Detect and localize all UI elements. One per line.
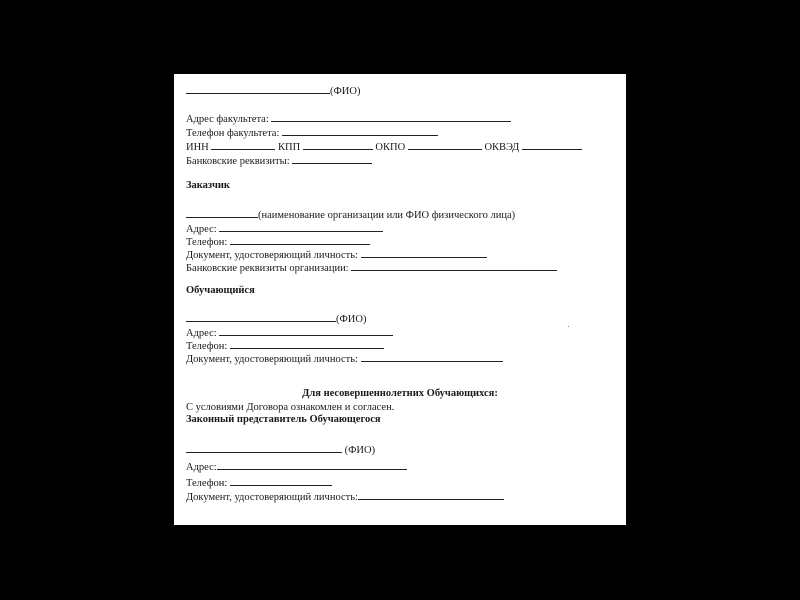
representative-document-label: Документ, удостоверяющий личность:: [186, 492, 358, 503]
student-address-label: Адрес:: [186, 328, 217, 339]
student-address-blank[interactable]: [219, 326, 393, 336]
representative-address-line: [186, 460, 407, 474]
faculty-fio-line: [186, 84, 360, 98]
faculty-okpo-blank[interactable]: [408, 140, 482, 150]
faculty-phone-blank[interactable]: [282, 126, 438, 136]
faculty-phone-line: [186, 126, 438, 140]
student-heading: Обучающийся: [186, 285, 255, 296]
representative-heading: Законный представитель Обучающегося: [186, 414, 381, 425]
customer-name-blank[interactable]: [186, 208, 258, 218]
faculty-inn-label: ИНН: [186, 142, 209, 153]
customer-heading: Заказчик: [186, 180, 230, 191]
representative-phone-label: Телефон:: [186, 478, 228, 489]
minors-heading: Для несовершеннолетних Обучающихся:: [302, 388, 498, 399]
student-document-line: [186, 352, 503, 366]
faculty-okpo-label: ОКПО: [375, 142, 406, 153]
representative-fio-line: [186, 443, 375, 457]
faculty-fio-blank[interactable]: [186, 84, 330, 94]
faculty-address-label: Адрес факультета:: [186, 114, 269, 125]
customer-document-label: Документ, удостоверяющий личность:: [186, 250, 358, 261]
faculty-fio-label: (ФИО): [330, 86, 361, 97]
customer-bank-blank[interactable]: [351, 261, 557, 271]
representative-document-blank[interactable]: [358, 490, 504, 500]
customer-document-blank[interactable]: [361, 248, 487, 258]
faculty-codes-line: [186, 140, 582, 154]
student-phone-label: Телефон:: [186, 341, 228, 352]
faculty-phone-label: Телефон факультета:: [186, 128, 280, 139]
customer-name-line: [186, 208, 515, 222]
student-document-label: Документ, удостоверяющий личность:: [186, 354, 358, 365]
customer-address-line: [186, 222, 383, 236]
representative-document-line: [186, 490, 504, 504]
student-fio-blank[interactable]: [186, 312, 336, 322]
faculty-bank-line: [186, 154, 372, 168]
scan-speck: [568, 326, 569, 327]
document-page: [174, 74, 626, 525]
student-fio-label: (ФИО): [336, 314, 367, 325]
representative-phone-line: [186, 476, 332, 490]
faculty-kpp-blank[interactable]: [303, 140, 373, 150]
faculty-bank-blank[interactable]: [292, 154, 372, 164]
faculty-address-line: [186, 112, 511, 126]
faculty-inn-blank[interactable]: [211, 140, 275, 150]
customer-name-label: (наименование организации или ФИО физического лица): [258, 210, 516, 221]
customer-phone-line: [186, 235, 370, 249]
minors-agreement-text: С условиями Договора ознакомлен и согласен.: [186, 402, 395, 413]
student-fio-line: [186, 312, 366, 326]
representative-address-blank[interactable]: [217, 460, 407, 470]
representative-address-label: Адрес:: [186, 462, 217, 473]
representative-phone-blank[interactable]: [230, 476, 332, 486]
customer-bank-label: Банковские реквизиты организации:: [186, 263, 349, 274]
representative-fio-label: (ФИО): [344, 445, 376, 456]
faculty-okved-label: ОКВЭД: [484, 142, 520, 153]
faculty-bank-label: Банковские реквизиты:: [186, 156, 290, 167]
customer-phone-blank[interactable]: [230, 235, 370, 245]
customer-document-line: [186, 248, 487, 262]
student-document-blank[interactable]: [361, 352, 503, 362]
customer-phone-label: Телефон:: [186, 237, 228, 248]
customer-address-label: Адрес:: [186, 224, 217, 235]
student-address-line: [186, 326, 393, 340]
customer-address-blank[interactable]: [219, 222, 383, 232]
faculty-okved-blank[interactable]: [522, 140, 582, 150]
representative-fio-blank[interactable]: [186, 443, 342, 453]
customer-bank-line: [186, 261, 557, 275]
faculty-address-blank[interactable]: [271, 112, 511, 122]
student-phone-line: [186, 339, 384, 353]
faculty-kpp-label: КПП: [278, 142, 301, 153]
student-phone-blank[interactable]: [230, 339, 384, 349]
